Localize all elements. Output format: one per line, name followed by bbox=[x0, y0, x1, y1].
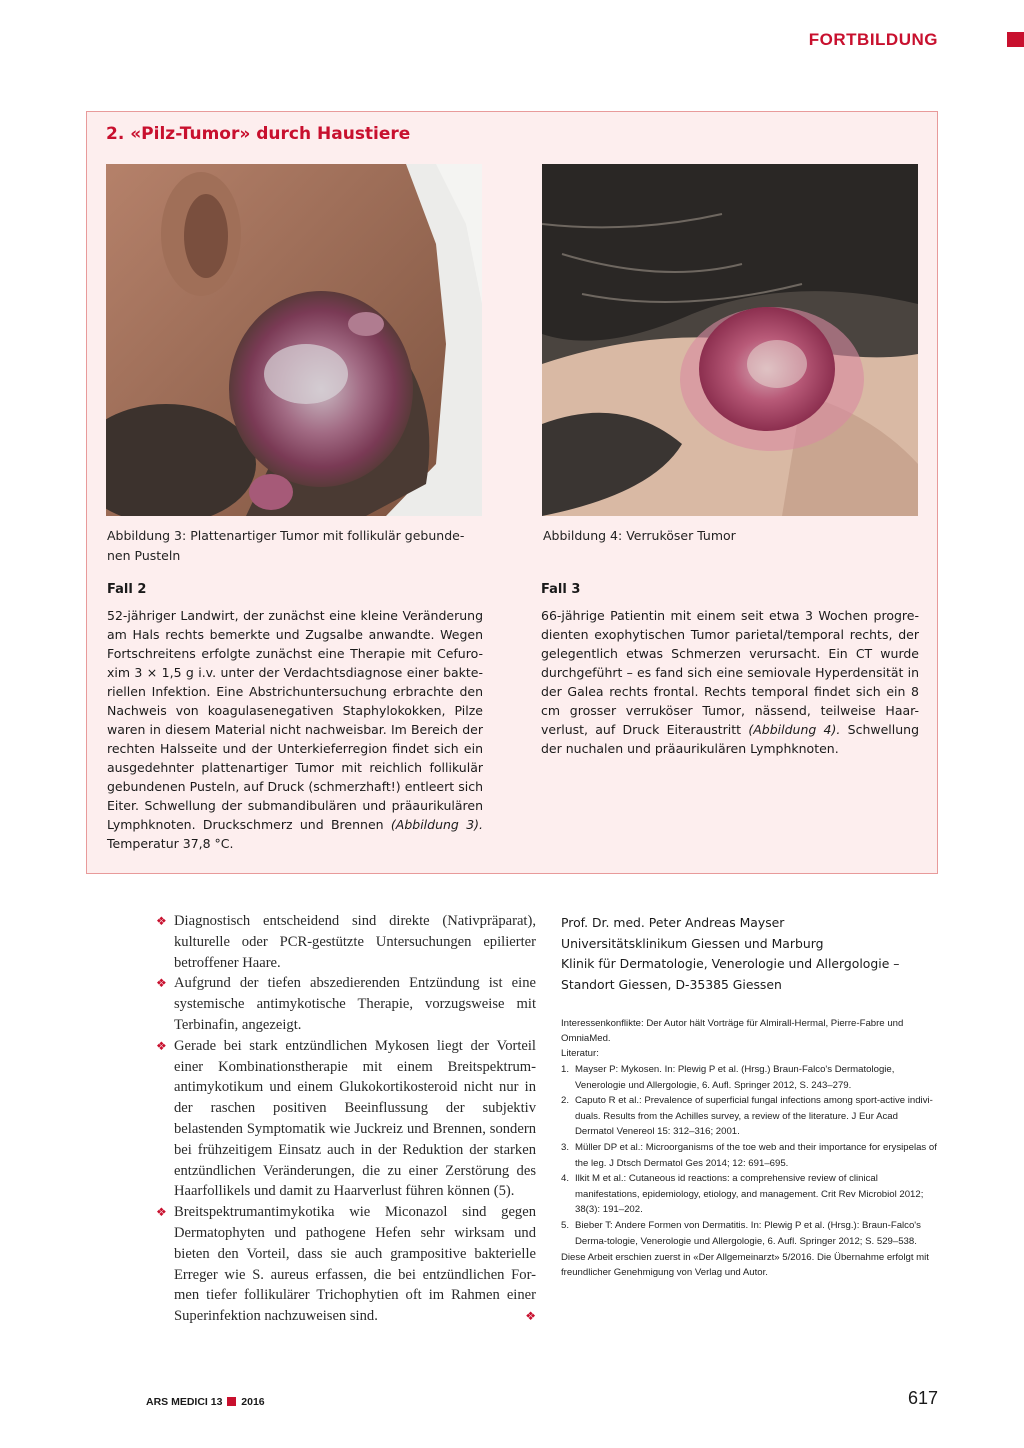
reference-item: 5. Bieber T: Andere Formen von Dermatitis. In: Plewig P et al. (Hrsg.): Braun-Falco's Derma-tologie, Venerologie und Allergologie, 6. Aufl. Springer 2012; S. 529–538. bbox=[561, 1219, 921, 1247]
list-item: ❖ Gerade bei stark entzündlichen Mykosen liegt der Vorteil einer Kombinationstherapie mit einem Breitspektrum-antimykotikum und einem Glukokortikosteroid nicht nur in der raschen positiven Beeinflussung der subjektiv belastenden Symptomatik wie Juckreiz und Brennen, sondern bei frühzeitigem Einsatz auch in der Reduktion der starken entzündlichen Veränderungen, die zu einer Zerstörung des Haarfollikels und damit zu Haarverlust führen können (5). bbox=[156, 1037, 536, 1200]
key-points-list bbox=[156, 911, 536, 1327]
reference-item: 4. Ilkit M et al.: Cutaneous id reactions: a comprehensive review of clinical manifestations, epidemiology, etiology, and management. Crit Rev Microbiol 2012; 38(3): 191–202. bbox=[561, 1173, 924, 1216]
case-2-body-end: Temperatur 37,8 °C. bbox=[107, 836, 234, 851]
end-of-article-icon: ❖ bbox=[525, 1309, 536, 1324]
bullet-diamond-icon: ❖ bbox=[156, 1205, 167, 1220]
author-block bbox=[561, 913, 941, 995]
case-3-heading: Fall 3 bbox=[541, 582, 581, 597]
case-2-text bbox=[107, 606, 483, 853]
figure-4-photo bbox=[542, 164, 918, 516]
author-location: Standort Giessen, D-35385 Giessen bbox=[561, 976, 782, 992]
author-institution: Universitätsklinikum Giessen und Marburg bbox=[561, 935, 824, 951]
reference-item: 1. Mayser P: Mykosen. In: Plewig P et al. (Hrsg.) Braun-Falco's Dermatologie, Venerologie und Allergologie, 6. Aufl. Springer 2012, S. 243–279. bbox=[561, 1064, 895, 1091]
list-item: ❖ Diagnostisch entscheidend sind direkte (Nativpräparat), kulturelle oder PCR-gestützte Untersuchungen epilierter betroffener Haare. bbox=[156, 913, 536, 971]
case-3-body: 66-jährige Patientin mit einem seit etwa 3 Wochen progre-dienten exophytischen Tumor parietal/temporal rechts, der gelegentlich etwas Schmerzen verursacht. Ein CT wurde durchgeführt – es fand sich eine semiovale Hyperdensität in der Galea rechts frontal. Rechts temporal findet sich ein 8 cm grosser verruköser Tumor, nässend, teilweise Haar-verlust, auf Druck Eiteraustritt bbox=[541, 608, 919, 737]
list-item: ❖ Breitspektrumantimykotika wie Miconazol sind gegen Dermatophyten und pathogene Hefen sehr wirksam und bieten den Vorteil, dass sie auch grampositive bakterielle Erreger wie S. aureus erfassen, die bei entzündlichen For-men tiefer follikulärer Trichophytien oft im Rahmen einer Superinfektion nachzuweisen sind. ❖ bbox=[156, 1202, 536, 1327]
footer-marker bbox=[227, 1397, 236, 1406]
figure-3-photo bbox=[106, 164, 482, 516]
section-label: FORTBILDUNG bbox=[808, 30, 938, 49]
figure-4-caption: Abbildung 4: Verruköser Tumor bbox=[543, 528, 736, 543]
reference-item: 3. Müller DP et al.: Microorganisms of the toe web and their importance for erysipelas of the leg. J Dtsch Dermatol Ges 2014; 12: 691–695. bbox=[561, 1141, 937, 1169]
first-published-note: Diese Arbeit erschien zuerst in «Der Allgemeinarzt» 5/2016. Die Übernahme erfolgt mit freundlicher Genehmigung von Verlag und Autor. bbox=[561, 1252, 929, 1278]
case-3-body-end: Schwellung der nuchalen und präaurikulären Lymphknoten. bbox=[541, 722, 920, 756]
case-3-text bbox=[541, 606, 919, 758]
figure-3-caption: Abbildung 3: Plattenartiger Tumor mit follikulär gebunde-nen Pusteln bbox=[107, 528, 465, 563]
literature-label: Literatur: bbox=[561, 1048, 599, 1059]
reference-list bbox=[561, 1062, 939, 1249]
bullet-diamond-icon: ❖ bbox=[156, 914, 167, 928]
list-item: ❖ Aufgrund der tiefen abszedierenden Entzündung ist eine systemische antimykotische Therapie, vorzugsweise mit Terbinafin, angezeigt. bbox=[156, 975, 536, 1033]
case-2-body: 52-jähriger Landwirt, der zunächst eine kleine Veränderung am Hals rechts bemerkte und Zugsalbe anwandte. Wegen Fortschreitens erfolgte zunächst eine Therapie mit Cefuro-xim 3 × 1,5 g i.v. unter der Verdachtsdiagnose einer bakte-riellen Infektion. Eine Abstrichuntersuchung erbrachte den Nachweis von koagulasenegativen Staphylokokken, Pilze waren in diesem Material nicht nachweisbar. Im Bereich der rechten Halsseite und der Unterkieferregion findet sich ein ausgedehnter plattenartiger Tumor mit reichlich follikulär gebundenen Pusteln, auf Druck (schmerzhaft!) entleert sich Eiter. Schwellung der submandibulären und präaurikulären Lymphknoten. Druckschmerz und Brennen bbox=[107, 608, 483, 832]
author-clinic: Klinik für Dermatologie, Venerologie und Allergologie – bbox=[561, 956, 900, 971]
case-box-title: 2. «Pilz-Tumor» durch Haustiere bbox=[106, 124, 411, 144]
section-marker bbox=[1007, 32, 1024, 47]
reference-item: 2. Caputo R et al.: Prevalence of superficial fungal infections among sport-active indivi-duals. Results from the Achilles survey, a review of the literature. J Eur Acad Dermatol Venereol 15: 312–316; 2001. bbox=[561, 1095, 933, 1138]
author-name: Prof. Dr. med. Peter Andreas Mayser bbox=[561, 915, 785, 930]
case-2-figure-ref: (Abbildung 3). bbox=[390, 817, 483, 832]
page-number: 617 bbox=[907, 1388, 938, 1408]
case-2-heading: Fall 2 bbox=[107, 582, 147, 597]
bullet-diamond-icon: ❖ bbox=[156, 976, 167, 991]
footer-journal: ARS MEDICI 13 2016 bbox=[146, 1396, 265, 1408]
conflict-of-interest: Interessenkonflikte: Der Autor hält Vorträge für Almirall-Hermal, Pierre-Fabre und OmniaMed. bbox=[561, 1018, 904, 1044]
case-3-figure-ref: (Abbildung 4). bbox=[748, 722, 841, 737]
bullet-diamond-icon: ❖ bbox=[156, 1038, 167, 1053]
